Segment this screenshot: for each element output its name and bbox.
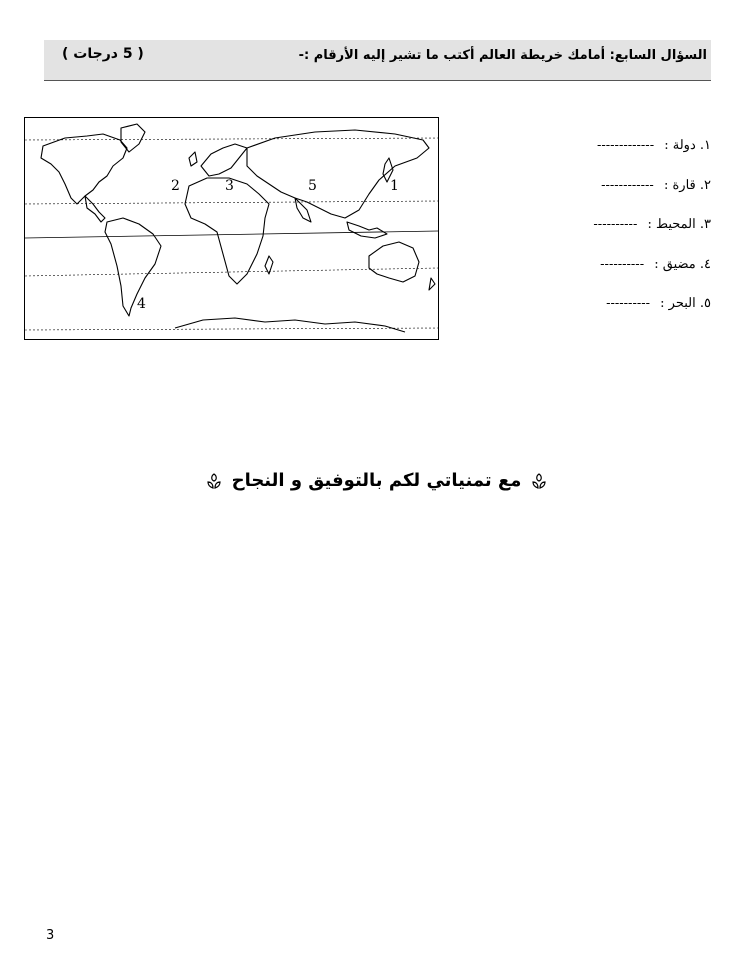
answer-blank[interactable]: ------------- bbox=[596, 138, 655, 153]
answer-item-country bbox=[451, 138, 711, 178]
answer-item-continent bbox=[451, 178, 711, 218]
answer-label: ٥. البحر : bbox=[660, 296, 711, 311]
page-number: 3 bbox=[46, 928, 55, 943]
answer-label: ١. دولة : bbox=[664, 138, 711, 153]
answer-label: ٤. مضيق : bbox=[654, 256, 711, 272]
answer-label: ٣. المحيط : bbox=[647, 217, 711, 232]
answer-list bbox=[451, 138, 711, 336]
answer-item-sea bbox=[451, 296, 711, 336]
answer-blank[interactable]: ---------- bbox=[600, 256, 645, 272]
answer-blank[interactable]: ---------- bbox=[593, 217, 638, 232]
marks-label: ( 5 درجات ) bbox=[62, 46, 144, 62]
map-number-1: 1 bbox=[390, 178, 399, 194]
answer-item-ocean bbox=[451, 217, 711, 257]
question-header bbox=[44, 40, 711, 81]
ornament-icon bbox=[530, 472, 548, 490]
world-map-drawing bbox=[25, 118, 438, 339]
answer-blank[interactable]: ------------ bbox=[601, 177, 654, 193]
closing-text: مع تمنياتي لكم بالتوفيق و النجاح bbox=[231, 470, 522, 491]
map-number-4: 4 bbox=[137, 296, 146, 312]
closing-message bbox=[0, 470, 753, 491]
map-number-5: 5 bbox=[308, 178, 317, 194]
answer-blank[interactable]: ---------- bbox=[606, 296, 651, 311]
ornament-icon bbox=[205, 472, 223, 490]
answer-label: ٢. قارة : bbox=[663, 177, 711, 193]
world-map bbox=[24, 117, 439, 340]
answer-item-strait bbox=[451, 257, 711, 297]
map-number-3: 3 bbox=[225, 178, 234, 194]
question-text: السؤال السابع: أمامك خريطة العالم أكتب ما تشير إليه الأرقام :- bbox=[298, 48, 707, 63]
map-number-2: 2 bbox=[171, 178, 180, 194]
